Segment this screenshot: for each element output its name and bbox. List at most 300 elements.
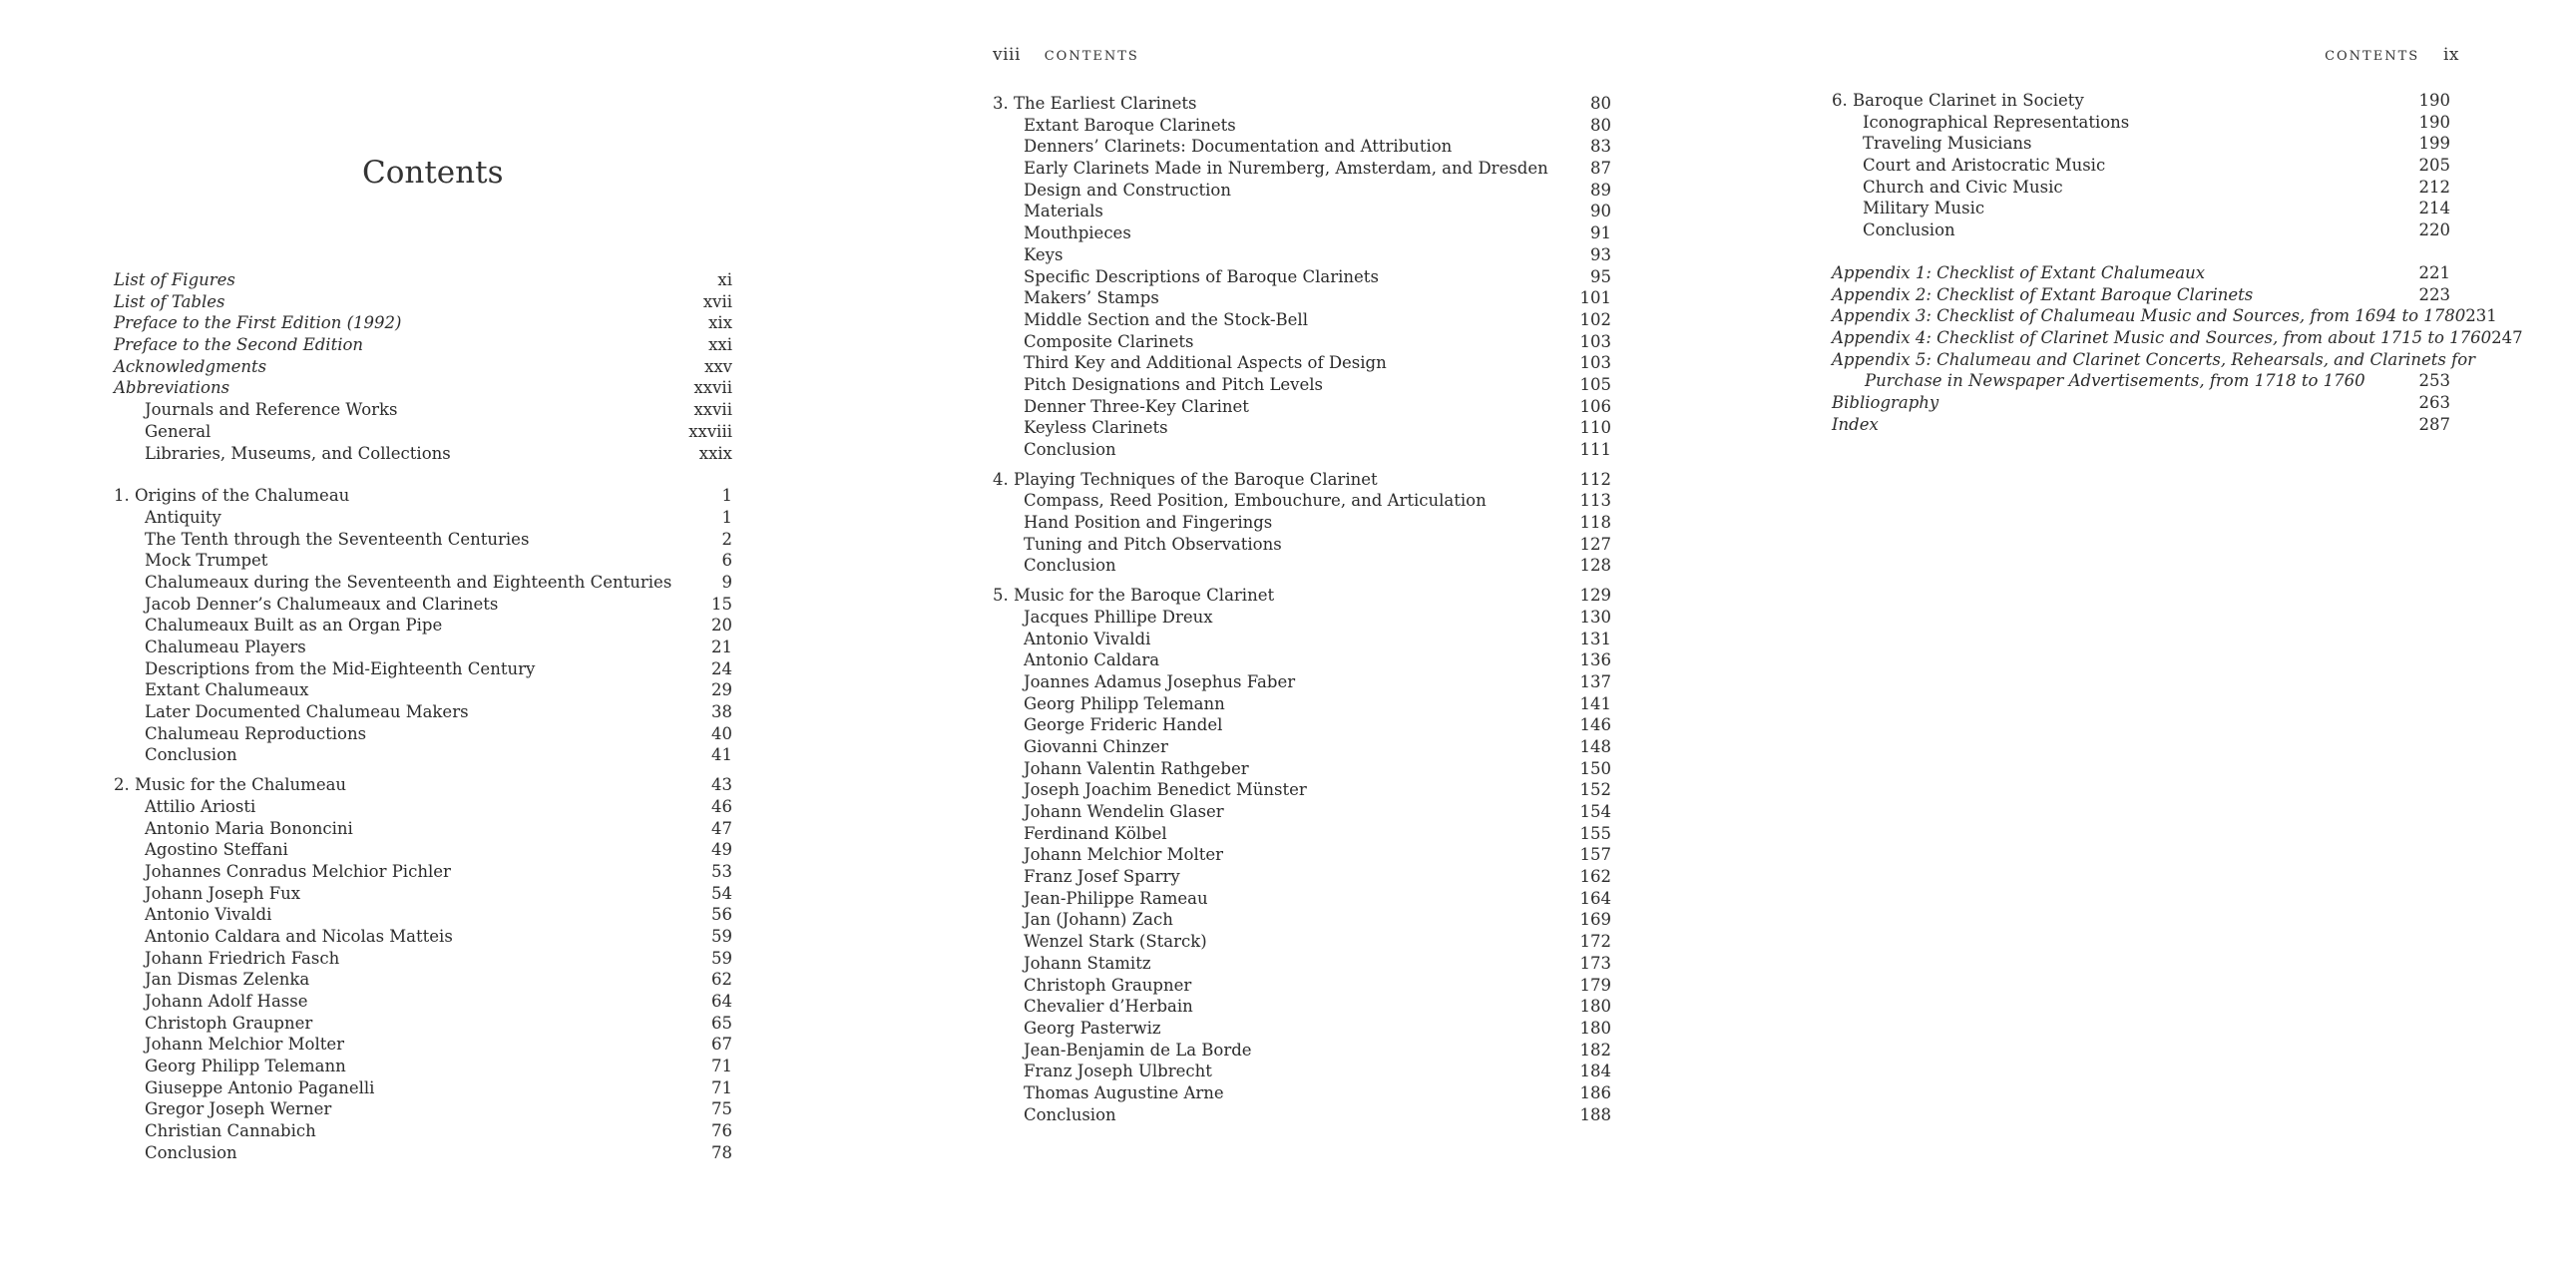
page-number: 172 bbox=[1579, 932, 1611, 952]
entry-title: Antonio Caldara and Nicolas Matteis bbox=[145, 926, 453, 946]
section-entry bbox=[114, 679, 732, 701]
entry-title: Agostino Steffani bbox=[145, 840, 288, 860]
front-matter-entry bbox=[114, 291, 732, 313]
page-number: 2 bbox=[721, 529, 732, 549]
page-number: 101 bbox=[1579, 288, 1611, 308]
entry-title: Preface to the First Edition (1992) bbox=[114, 313, 402, 333]
entry-title: Denner Three-Key Clarinet bbox=[1024, 396, 1249, 416]
entry-title: Christian Cannabich bbox=[145, 1121, 316, 1141]
page-number: 162 bbox=[1579, 867, 1611, 887]
running-head-verso bbox=[993, 45, 1139, 65]
section-entry bbox=[114, 637, 732, 658]
page-number: 71 bbox=[711, 1077, 732, 1097]
section-entry bbox=[114, 969, 732, 991]
section-entry bbox=[114, 658, 732, 680]
section-entry bbox=[993, 417, 1611, 439]
section-entry bbox=[114, 1077, 732, 1099]
section-entry bbox=[993, 975, 1611, 997]
chapter-entry bbox=[114, 774, 732, 796]
entry-title: Conclusion bbox=[145, 1142, 237, 1162]
entry-title: Franz Josef Sparry bbox=[1024, 867, 1180, 887]
entry-title: Descriptions from the Mid-Eighteenth Century bbox=[145, 658, 536, 678]
entry-title: Thomas Augustine Arne bbox=[1024, 1082, 1224, 1102]
entry-title: 5. Music for the Baroque Clarinet bbox=[993, 586, 1275, 606]
page-number: 65 bbox=[711, 1013, 732, 1033]
page-number: 46 bbox=[711, 796, 732, 816]
page-number: 89 bbox=[1590, 180, 1611, 200]
entry-title: Pitch Designations and Pitch Levels bbox=[1024, 374, 1324, 394]
page-title: Contents bbox=[362, 155, 504, 191]
page-number: 93 bbox=[1590, 244, 1611, 264]
page-number: 43 bbox=[711, 775, 732, 795]
page-number: 80 bbox=[1590, 115, 1611, 135]
page-number: 128 bbox=[1579, 556, 1611, 576]
spacer bbox=[993, 461, 1611, 469]
section-entry bbox=[1832, 133, 2450, 155]
entry-title: General bbox=[145, 421, 212, 441]
entry-title: Bibliography bbox=[1832, 392, 1939, 412]
toc-right bbox=[1832, 90, 2523, 435]
front-matter-entry bbox=[114, 377, 732, 399]
page-number: xxix bbox=[698, 443, 732, 463]
page-number: 130 bbox=[1579, 607, 1611, 627]
page-number: xxi bbox=[708, 335, 732, 355]
section-entry bbox=[114, 507, 732, 529]
page-number: 148 bbox=[1579, 736, 1611, 756]
entry-title: Chalumeaux during the Seventeenth and Eighteenth Centuries bbox=[145, 572, 672, 592]
section-entry bbox=[114, 572, 732, 594]
entry-title: Mock Trumpet bbox=[145, 551, 268, 571]
page-number: 102 bbox=[1579, 309, 1611, 329]
entry-title: Conclusion bbox=[1024, 1104, 1116, 1124]
page-number: 127 bbox=[1579, 534, 1611, 554]
page-number: 80 bbox=[1590, 94, 1611, 113]
entry-title: 1. Origins of the Chalumeau bbox=[114, 486, 350, 506]
entry-title: Early Clarinets Made in Nuremberg, Amsterdam, and Dresden bbox=[1024, 159, 1548, 179]
entry-title: Conclusion bbox=[1863, 220, 1955, 240]
section-entry bbox=[993, 888, 1611, 910]
entry-title: Johann Adolf Hasse bbox=[145, 992, 308, 1011]
entry-title: Georg Philipp Telemann bbox=[145, 1057, 346, 1076]
entry-title: Attilio Ariosti bbox=[145, 796, 256, 816]
entry-title: List of Tables bbox=[114, 291, 225, 311]
page-number: 6 bbox=[721, 551, 732, 571]
section-entry bbox=[993, 136, 1611, 158]
page-number: 64 bbox=[711, 992, 732, 1011]
section-entry bbox=[993, 607, 1611, 629]
entry-title: Materials bbox=[1024, 202, 1103, 221]
page-number: 91 bbox=[1590, 223, 1611, 243]
entry-title: Johann Melchior Molter bbox=[145, 1035, 345, 1055]
section-entry bbox=[993, 629, 1611, 650]
page-number: 103 bbox=[1579, 331, 1611, 351]
running-head-label: CONTENTS bbox=[1044, 49, 1139, 64]
page-number: 164 bbox=[1579, 888, 1611, 908]
entry-title: Antonio Caldara bbox=[1024, 650, 1160, 670]
entry-title: Franz Joseph Ulbrecht bbox=[1024, 1062, 1212, 1081]
page-number: 103 bbox=[1579, 353, 1611, 373]
page-number: 9 bbox=[721, 572, 732, 592]
entry-title: Appendix 3: Checklist of Chalumeau Music and Sources, from 1694 to 1780 bbox=[1832, 306, 2466, 326]
entry-title: Keyless Clarinets bbox=[1024, 418, 1168, 438]
page-number: 62 bbox=[711, 970, 732, 990]
page-number: 67 bbox=[711, 1035, 732, 1055]
section-entry bbox=[993, 996, 1611, 1018]
section-entry bbox=[993, 287, 1611, 309]
page-number: 106 bbox=[1579, 396, 1611, 416]
section-entry bbox=[993, 649, 1611, 671]
page-number: 105 bbox=[1579, 374, 1611, 394]
page-number: 56 bbox=[711, 905, 732, 925]
entry-title: Iconographical Representations bbox=[1863, 112, 2130, 132]
section-entry bbox=[114, 529, 732, 551]
page-number: 287 bbox=[2418, 414, 2450, 434]
right-page bbox=[1821, 0, 2523, 1277]
toc-middle bbox=[993, 93, 1611, 1125]
section-entry bbox=[993, 779, 1611, 801]
back-matter-entry bbox=[1832, 392, 2450, 414]
section-entry bbox=[114, 1142, 732, 1164]
entry-title: 2. Music for the Chalumeau bbox=[114, 775, 347, 795]
entry-title: Conclusion bbox=[1024, 440, 1116, 459]
entry-title: Denners’ Clarinets: Documentation and Attribution bbox=[1024, 137, 1453, 157]
back-matter-entry bbox=[1832, 284, 2450, 306]
section-entry bbox=[993, 158, 1611, 180]
section-entry bbox=[993, 352, 1611, 374]
page-number: 247 bbox=[2491, 327, 2523, 347]
section-entry bbox=[993, 331, 1611, 353]
spacer bbox=[993, 577, 1611, 585]
page-number: 220 bbox=[2418, 220, 2450, 240]
entry-title: Makers’ Stamps bbox=[1024, 288, 1159, 308]
section-entry bbox=[993, 693, 1611, 715]
page-number: 131 bbox=[1579, 629, 1611, 648]
page-number: 90 bbox=[1590, 202, 1611, 221]
page-number: 15 bbox=[711, 594, 732, 614]
section-entry bbox=[1832, 177, 2450, 199]
section-entry bbox=[1832, 219, 2450, 241]
page-number: 223 bbox=[2418, 284, 2450, 304]
page-number: xxv bbox=[704, 356, 732, 376]
entry-title: Antonio Maria Bononcini bbox=[145, 818, 353, 838]
section-entry bbox=[114, 615, 732, 637]
page-number: 83 bbox=[1590, 137, 1611, 157]
entry-title: Abbreviations bbox=[114, 378, 230, 398]
spacer bbox=[1832, 241, 2450, 262]
section-entry bbox=[993, 1018, 1611, 1040]
entry-title: Acknowledgments bbox=[114, 356, 267, 376]
back-matter-entry bbox=[1832, 414, 2450, 436]
page-number: 1 bbox=[721, 507, 732, 527]
entry-title: Later Documented Chalumeau Makers bbox=[145, 702, 469, 722]
page-number: 231 bbox=[2465, 306, 2497, 326]
page-number: 184 bbox=[1579, 1062, 1611, 1081]
page-number: 263 bbox=[2418, 392, 2450, 412]
entry-title: Military Music bbox=[1863, 199, 1985, 218]
entry-title: 6. Baroque Clarinet in Society bbox=[1832, 91, 2084, 110]
entry-title: Appendix 2: Checklist of Extant Baroque Clarinets bbox=[1832, 284, 2254, 304]
page-number: 118 bbox=[1579, 513, 1611, 533]
section-entry bbox=[993, 244, 1611, 266]
front-matter-entry bbox=[114, 312, 732, 334]
page-number: 190 bbox=[2418, 91, 2450, 110]
entry-title: Antiquity bbox=[145, 507, 221, 527]
chapter-entry bbox=[1832, 90, 2450, 112]
entry-title: Third Key and Additional Aspects of Design bbox=[1024, 353, 1387, 373]
page-number: 205 bbox=[2418, 156, 2450, 176]
page-number: 40 bbox=[711, 723, 732, 743]
entry-title: Giovanni Chinzer bbox=[1024, 736, 1168, 756]
section-entry bbox=[114, 818, 732, 840]
page-number: xix bbox=[708, 313, 732, 333]
entry-title: Ferdinand Kölbel bbox=[1024, 823, 1167, 843]
entry-title: Giuseppe Antonio Paganelli bbox=[145, 1077, 375, 1097]
entry-title: Conclusion bbox=[145, 745, 237, 765]
entry-title: 3. The Earliest Clarinets bbox=[993, 94, 1197, 113]
page-number: 173 bbox=[1579, 953, 1611, 973]
entry-title: Purchase in Newspaper Advertisements, from 1718 to 1760 bbox=[1865, 371, 2365, 391]
page-number: 110 bbox=[1579, 418, 1611, 438]
page-number: 186 bbox=[1579, 1082, 1611, 1102]
section-entry bbox=[993, 823, 1611, 845]
section-entry bbox=[993, 512, 1611, 534]
entry-title: Johann Stamitz bbox=[1024, 953, 1151, 973]
section-entry bbox=[993, 758, 1611, 780]
section-entry bbox=[114, 744, 732, 766]
section-entry bbox=[114, 904, 732, 926]
section-entry bbox=[993, 222, 1611, 244]
section-entry bbox=[114, 723, 732, 745]
entry-title: Hand Position and Fingerings bbox=[1024, 513, 1273, 533]
section-entry bbox=[114, 1056, 732, 1077]
entry-title: Joannes Adamus Josephus Faber bbox=[1024, 671, 1296, 691]
section-entry bbox=[114, 1034, 732, 1056]
page-number: 188 bbox=[1579, 1104, 1611, 1124]
entry-title: Jan (Johann) Zach bbox=[1024, 910, 1173, 930]
entry-title: Appendix 4: Checklist of Clarinet Music and Sources, from about 1715 to 1760 bbox=[1832, 327, 2492, 347]
entry-title: Compass, Reed Position, Embouchure, and Articulation bbox=[1024, 491, 1487, 511]
page-number: 141 bbox=[1579, 693, 1611, 713]
section-entry bbox=[993, 714, 1611, 736]
entry-title: Libraries, Museums, and Collections bbox=[145, 443, 451, 463]
section-entry bbox=[993, 866, 1611, 888]
entry-title: Johann Joseph Fux bbox=[145, 883, 301, 903]
section-entry bbox=[114, 701, 732, 723]
back-matter-entry bbox=[1832, 370, 2450, 392]
section-entry bbox=[993, 953, 1611, 975]
section-entry bbox=[1832, 198, 2450, 219]
page-number: 1 bbox=[721, 486, 732, 506]
page-number: 29 bbox=[711, 680, 732, 700]
entry-title: Jan Dismas Zelenka bbox=[145, 970, 310, 990]
section-entry bbox=[114, 399, 732, 421]
page-number: 49 bbox=[711, 840, 732, 860]
back-matter-entry bbox=[1832, 262, 2450, 284]
folio: ix bbox=[2442, 45, 2459, 65]
section-entry bbox=[993, 201, 1611, 222]
folio: viii bbox=[993, 45, 1021, 65]
entry-title: Johannes Conradus Melchior Pichler bbox=[145, 861, 451, 881]
section-entry bbox=[993, 534, 1611, 556]
page-number: 150 bbox=[1579, 758, 1611, 778]
page-number: 180 bbox=[1579, 997, 1611, 1017]
entry-title: Joseph Joachim Benedict Münster bbox=[1024, 780, 1307, 800]
page-number: 78 bbox=[711, 1142, 732, 1162]
section-entry bbox=[993, 180, 1611, 202]
section-entry bbox=[993, 309, 1611, 331]
section-entry bbox=[114, 948, 732, 970]
section-entry bbox=[993, 909, 1611, 931]
entry-title: Specific Descriptions of Baroque Clarinets bbox=[1024, 266, 1379, 286]
entry-title: Church and Civic Music bbox=[1863, 177, 2063, 197]
page-number: xxvii bbox=[693, 378, 732, 398]
page-number: 136 bbox=[1579, 650, 1611, 670]
page-number: 155 bbox=[1579, 823, 1611, 843]
section-entry bbox=[993, 671, 1611, 693]
section-entry bbox=[993, 1082, 1611, 1104]
entry-title: Chalumeau Players bbox=[145, 638, 306, 656]
entry-title: Design and Construction bbox=[1024, 180, 1231, 200]
section-entry bbox=[993, 439, 1611, 461]
page-number: 157 bbox=[1579, 845, 1611, 865]
back-matter-entry bbox=[1832, 349, 2476, 371]
entry-title: Johann Friedrich Fasch bbox=[145, 948, 340, 968]
page-number: 182 bbox=[1579, 1040, 1611, 1060]
entry-title: Johann Valentin Rathgeber bbox=[1024, 758, 1249, 778]
entry-title: Georg Philipp Telemann bbox=[1024, 693, 1225, 713]
front-matter-entry bbox=[114, 269, 732, 291]
entry-title: Tuning and Pitch Observations bbox=[1024, 534, 1282, 554]
page-number: 111 bbox=[1579, 440, 1611, 459]
page-number: 212 bbox=[2418, 177, 2450, 197]
page-number: xxvii bbox=[693, 400, 732, 420]
entry-title: Jacques Phillipe Dreux bbox=[1024, 607, 1213, 627]
entry-title: Christoph Graupner bbox=[1024, 975, 1192, 995]
section-entry bbox=[993, 844, 1611, 866]
entry-title: Preface to the Second Edition bbox=[114, 335, 364, 355]
page-number: 154 bbox=[1579, 802, 1611, 821]
entry-title: Court and Aristocratic Music bbox=[1863, 156, 2106, 176]
entry-title: Appendix 1: Checklist of Extant Chalumeaux bbox=[1832, 262, 2206, 282]
entry-title: List of Figures bbox=[114, 270, 235, 289]
page-number: 53 bbox=[711, 861, 732, 881]
page-number: 146 bbox=[1579, 715, 1611, 735]
entry-title: Middle Section and the Stock-Bell bbox=[1024, 309, 1308, 329]
page-number: 21 bbox=[711, 638, 732, 656]
section-entry bbox=[993, 931, 1611, 953]
section-entry bbox=[993, 490, 1611, 512]
section-entry bbox=[114, 443, 732, 465]
section-entry bbox=[993, 266, 1611, 288]
section-entry bbox=[114, 1013, 732, 1035]
entry-title: Chevalier d’Herbain bbox=[1024, 997, 1193, 1017]
entry-title: Antonio Vivaldi bbox=[1024, 629, 1151, 648]
entry-title: Wenzel Stark (Starck) bbox=[1024, 932, 1207, 952]
section-entry bbox=[993, 1104, 1611, 1126]
page-number: 113 bbox=[1579, 491, 1611, 511]
section-entry bbox=[114, 421, 732, 443]
section-entry bbox=[114, 926, 732, 948]
section-entry bbox=[993, 801, 1611, 823]
page-number: 71 bbox=[711, 1057, 732, 1076]
entry-title: Johann Wendelin Glaser bbox=[1024, 802, 1224, 821]
section-entry bbox=[993, 396, 1611, 418]
entry-title: Gregor Joseph Werner bbox=[145, 1099, 332, 1119]
front-matter-entry bbox=[114, 356, 732, 378]
page-number: 47 bbox=[711, 818, 732, 838]
chapter-entry bbox=[114, 485, 732, 507]
entry-title: Jean-Benjamin de La Borde bbox=[1024, 1040, 1252, 1060]
section-entry bbox=[993, 374, 1611, 396]
entry-title: Mouthpieces bbox=[1024, 223, 1131, 243]
page-number: 20 bbox=[711, 616, 732, 636]
spacer bbox=[114, 766, 732, 774]
entry-title: Antonio Vivaldi bbox=[145, 905, 272, 925]
section-entry bbox=[114, 594, 732, 616]
page-number: 253 bbox=[2418, 371, 2450, 391]
section-entry bbox=[993, 115, 1611, 137]
page-number: 24 bbox=[711, 658, 732, 678]
entry-title: Christoph Graupner bbox=[145, 1013, 313, 1033]
page-number: 129 bbox=[1579, 586, 1611, 606]
page-number: 59 bbox=[711, 948, 732, 968]
section-entry bbox=[114, 839, 732, 861]
page-number: 137 bbox=[1579, 671, 1611, 691]
running-head-label: CONTENTS bbox=[2325, 49, 2420, 64]
page-number: 112 bbox=[1579, 469, 1611, 489]
entry-title: Chalumeaux Built as an Organ Pipe bbox=[145, 616, 443, 636]
chapter-entry bbox=[993, 469, 1611, 491]
entry-title: 4. Playing Techniques of the Baroque Clarinet bbox=[993, 469, 1378, 489]
page-number: 38 bbox=[711, 702, 732, 722]
entry-title: Jacob Denner’s Chalumeaux and Clarinets bbox=[145, 594, 499, 614]
page-number: xxviii bbox=[688, 421, 732, 441]
front-matter-entry bbox=[114, 334, 732, 356]
section-entry bbox=[114, 550, 732, 572]
page-number: 54 bbox=[711, 883, 732, 903]
left-page bbox=[0, 0, 788, 1277]
page-number: 190 bbox=[2418, 112, 2450, 132]
entry-title: Index bbox=[1832, 414, 1879, 434]
page-number: 199 bbox=[2418, 134, 2450, 154]
section-entry bbox=[114, 883, 732, 905]
page-number: 169 bbox=[1579, 910, 1611, 930]
section-entry bbox=[114, 991, 732, 1013]
back-matter-entry bbox=[1832, 305, 2497, 327]
page-number: 180 bbox=[1579, 1018, 1611, 1038]
section-entry bbox=[993, 555, 1611, 577]
page-number: 76 bbox=[711, 1121, 732, 1141]
entry-title: Jean-Philippe Rameau bbox=[1024, 888, 1208, 908]
entry-title: Traveling Musicians bbox=[1863, 134, 2032, 154]
section-entry bbox=[993, 736, 1611, 758]
page-number: 75 bbox=[711, 1099, 732, 1119]
section-entry bbox=[993, 1040, 1611, 1062]
middle-page bbox=[993, 0, 1631, 1277]
page-number: 221 bbox=[2418, 262, 2450, 282]
page-number: 152 bbox=[1579, 780, 1611, 800]
entry-title: Conclusion bbox=[1024, 556, 1116, 576]
entry-title: George Frideric Handel bbox=[1024, 715, 1223, 735]
section-entry bbox=[114, 796, 732, 818]
spacer bbox=[114, 464, 732, 485]
running-head-recto bbox=[2325, 45, 2459, 65]
entry-title: Johann Melchior Molter bbox=[1024, 845, 1224, 865]
entry-title: Keys bbox=[1024, 244, 1064, 264]
section-entry bbox=[114, 1120, 732, 1142]
page-number: 179 bbox=[1579, 975, 1611, 995]
section-entry bbox=[114, 861, 732, 883]
